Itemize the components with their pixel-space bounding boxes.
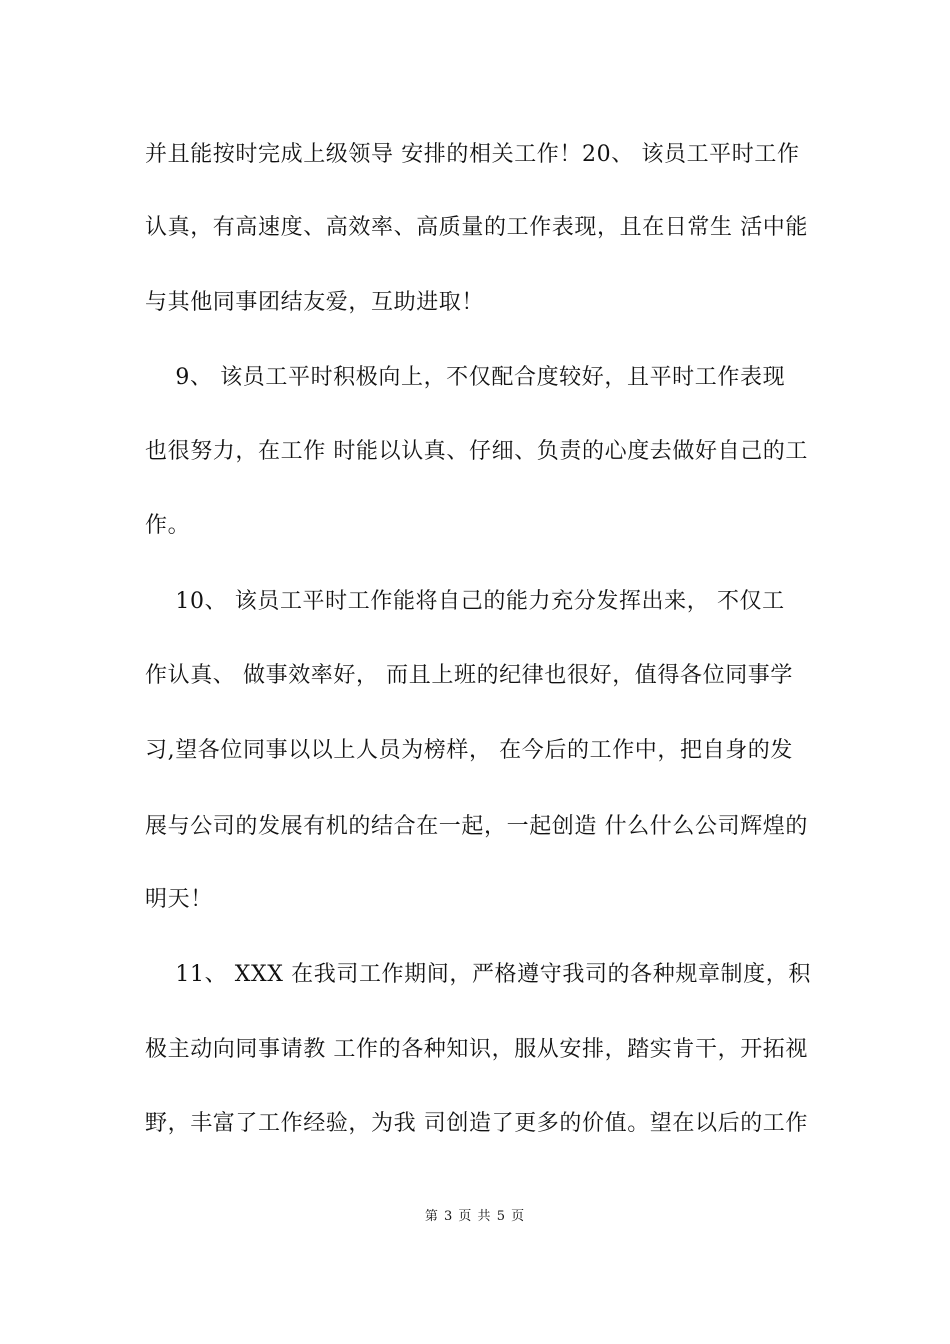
text-line: 极主动向同事请教 工作的各种知识，服从安排，踏实肯干，开拓视: [145, 1037, 808, 1062]
text-line: 与其他同事团结友爱，互助进取！: [145, 290, 485, 315]
text-line: 野，丰富了工作经验，为我 司创造了更多的价值。望在以后的工作: [145, 1111, 808, 1136]
text-line: 明天！: [145, 887, 213, 912]
page-number: 第 3 页 共 5 页: [424, 1209, 526, 1224]
text-line: 10、 该员工平时工作能将自己的能力充分发挥出来， 不仅工: [145, 589, 785, 614]
text-line: 认真，有高速度、高效率、高质量的工作表现，且在日常生 活中能: [145, 215, 808, 240]
text-line: 也很努力，在工作 时能以认真、仔细、负责的心度去做好自己的工: [145, 439, 808, 464]
text-line: 展与公司的发展有机的结合在一起，一起创造 什么什么公司辉煌的: [145, 814, 808, 839]
text-line: 并且能按时完成上级领导 安排的相关工作！20、 该员工平时工作: [145, 142, 800, 167]
text-line: 习,望各位同事以以上人员为榜样， 在今后的工作中，把自身的发: [145, 738, 793, 763]
text-line: 作认真、 做事效率好， 而且上班的纪律也很好，值得各位同事学: [145, 663, 793, 688]
text-line: 9、 该员工平时积极向上，不仅配合度较好，且平时工作表现: [145, 365, 786, 390]
text-line: 作。: [145, 513, 191, 538]
text-line: 11、 XXX 在我司工作期间，严格遵守我司的各种规章制度，积: [145, 962, 811, 987]
